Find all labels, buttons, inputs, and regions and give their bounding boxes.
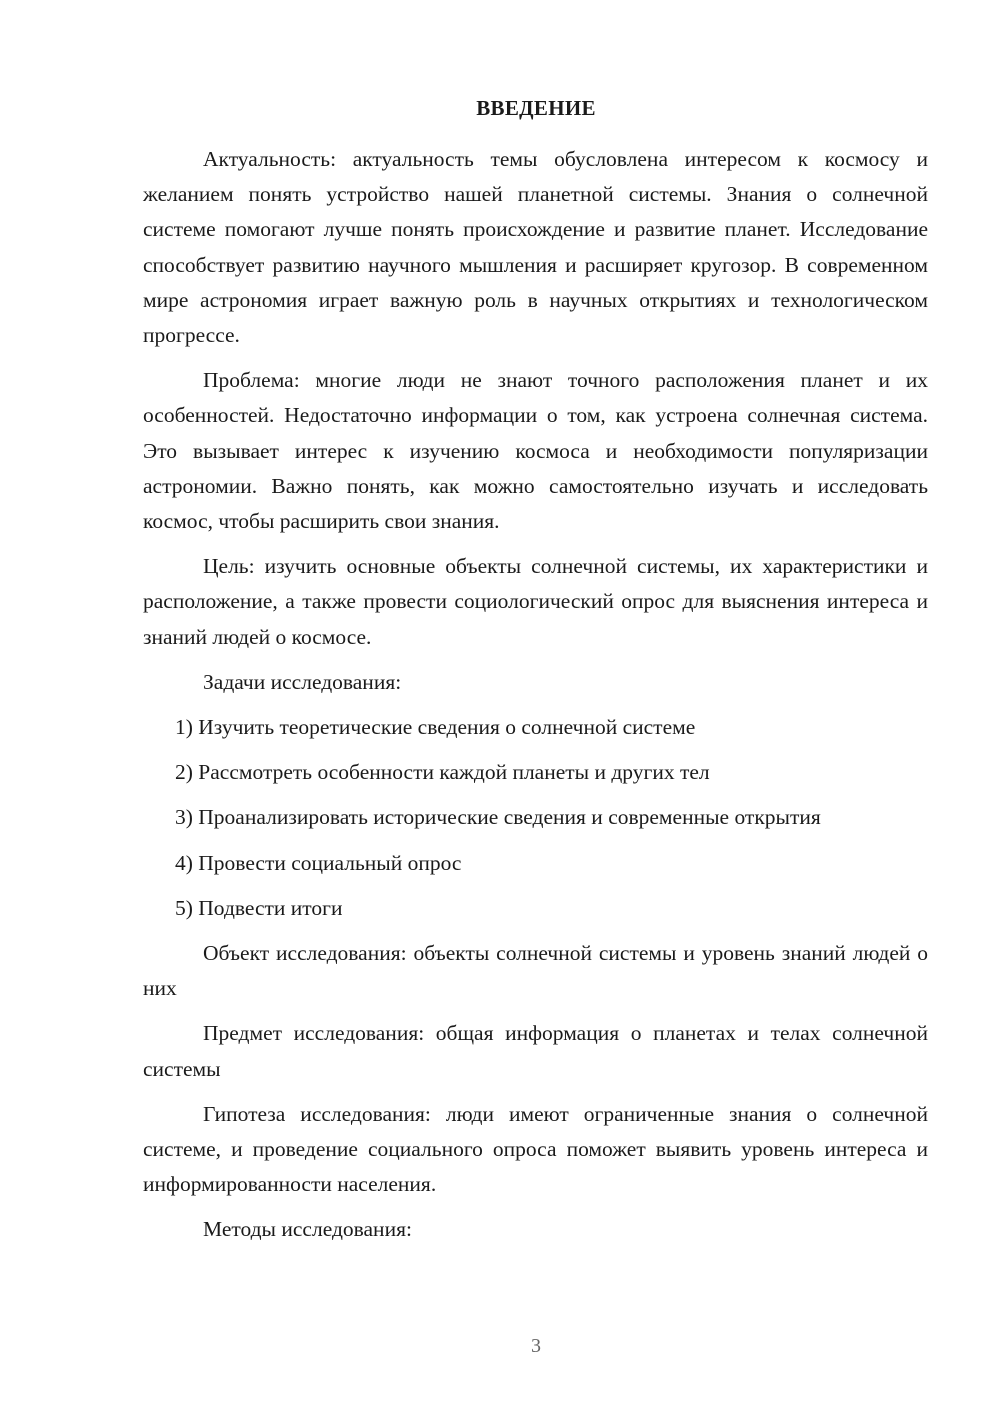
list-item: 4) Провести социальный опрос bbox=[175, 850, 462, 875]
paragraph-problem: Проблема: многие люди не знают точного расположения планет и их особенностей. Недостаточно информации о том, как устроена солнечная система. Это вызывает интерес к изучению космоса и необходимости популяризации астрономии. Важно понять, как можно самостоятельно изучать и исследовать космос, чтобы расширить свои знания. bbox=[143, 368, 928, 534]
tasks-heading: Задачи исследования: bbox=[203, 669, 402, 694]
list-item: 1) Изучить теоретические сведения о солнечной системе bbox=[175, 715, 696, 740]
list-item: 2) Рассмотреть особенности каждой планеты и других тел bbox=[175, 760, 710, 785]
paragraph-subject: Предмет исследования: общая информация о планетах и телах солнечной системы bbox=[143, 1021, 928, 1081]
paragraph-hypothesis: Гипотеза исследования: люди имеют ограниченные знания о солнечной системе, и проведение социального опроса поможет выявить уровень интереса и информированности населения. bbox=[143, 1101, 928, 1197]
page-number: 3 bbox=[531, 1335, 541, 1357]
page-title: ВВЕДЕНИЕ bbox=[476, 96, 596, 120]
list-item: 5) Подвести итоги bbox=[175, 895, 343, 920]
paragraph-relevance: Актуальность: актуальность темы обусловлена интересом к космосу и желанием понять устройство нашей планетной системы. Знания о солнечной системе помогают лучше понять происхождение и развитие планет. Исследование способствует развитию научного мышления и расширяет кругозор. В современном мире астрономия играет важную роль в научных открытиях и технологическом прогрессе. bbox=[143, 147, 928, 348]
tasks-list bbox=[143, 710, 928, 926]
list-item: 3) Проанализировать исторические сведения и современные открытия bbox=[175, 805, 821, 830]
methods-heading: Методы исследования: bbox=[203, 1217, 412, 1242]
document-body bbox=[143, 142, 928, 1258]
paragraph-goal: Цель: изучить основные объекты солнечной системы, их характеристики и расположение, а также провести социологический опрос для выяснения интереса и знаний людей о космосе. bbox=[143, 554, 928, 649]
paragraph-object: Объект исследования: объекты солнечной системы и уровень знаний людей о них bbox=[143, 941, 928, 1001]
